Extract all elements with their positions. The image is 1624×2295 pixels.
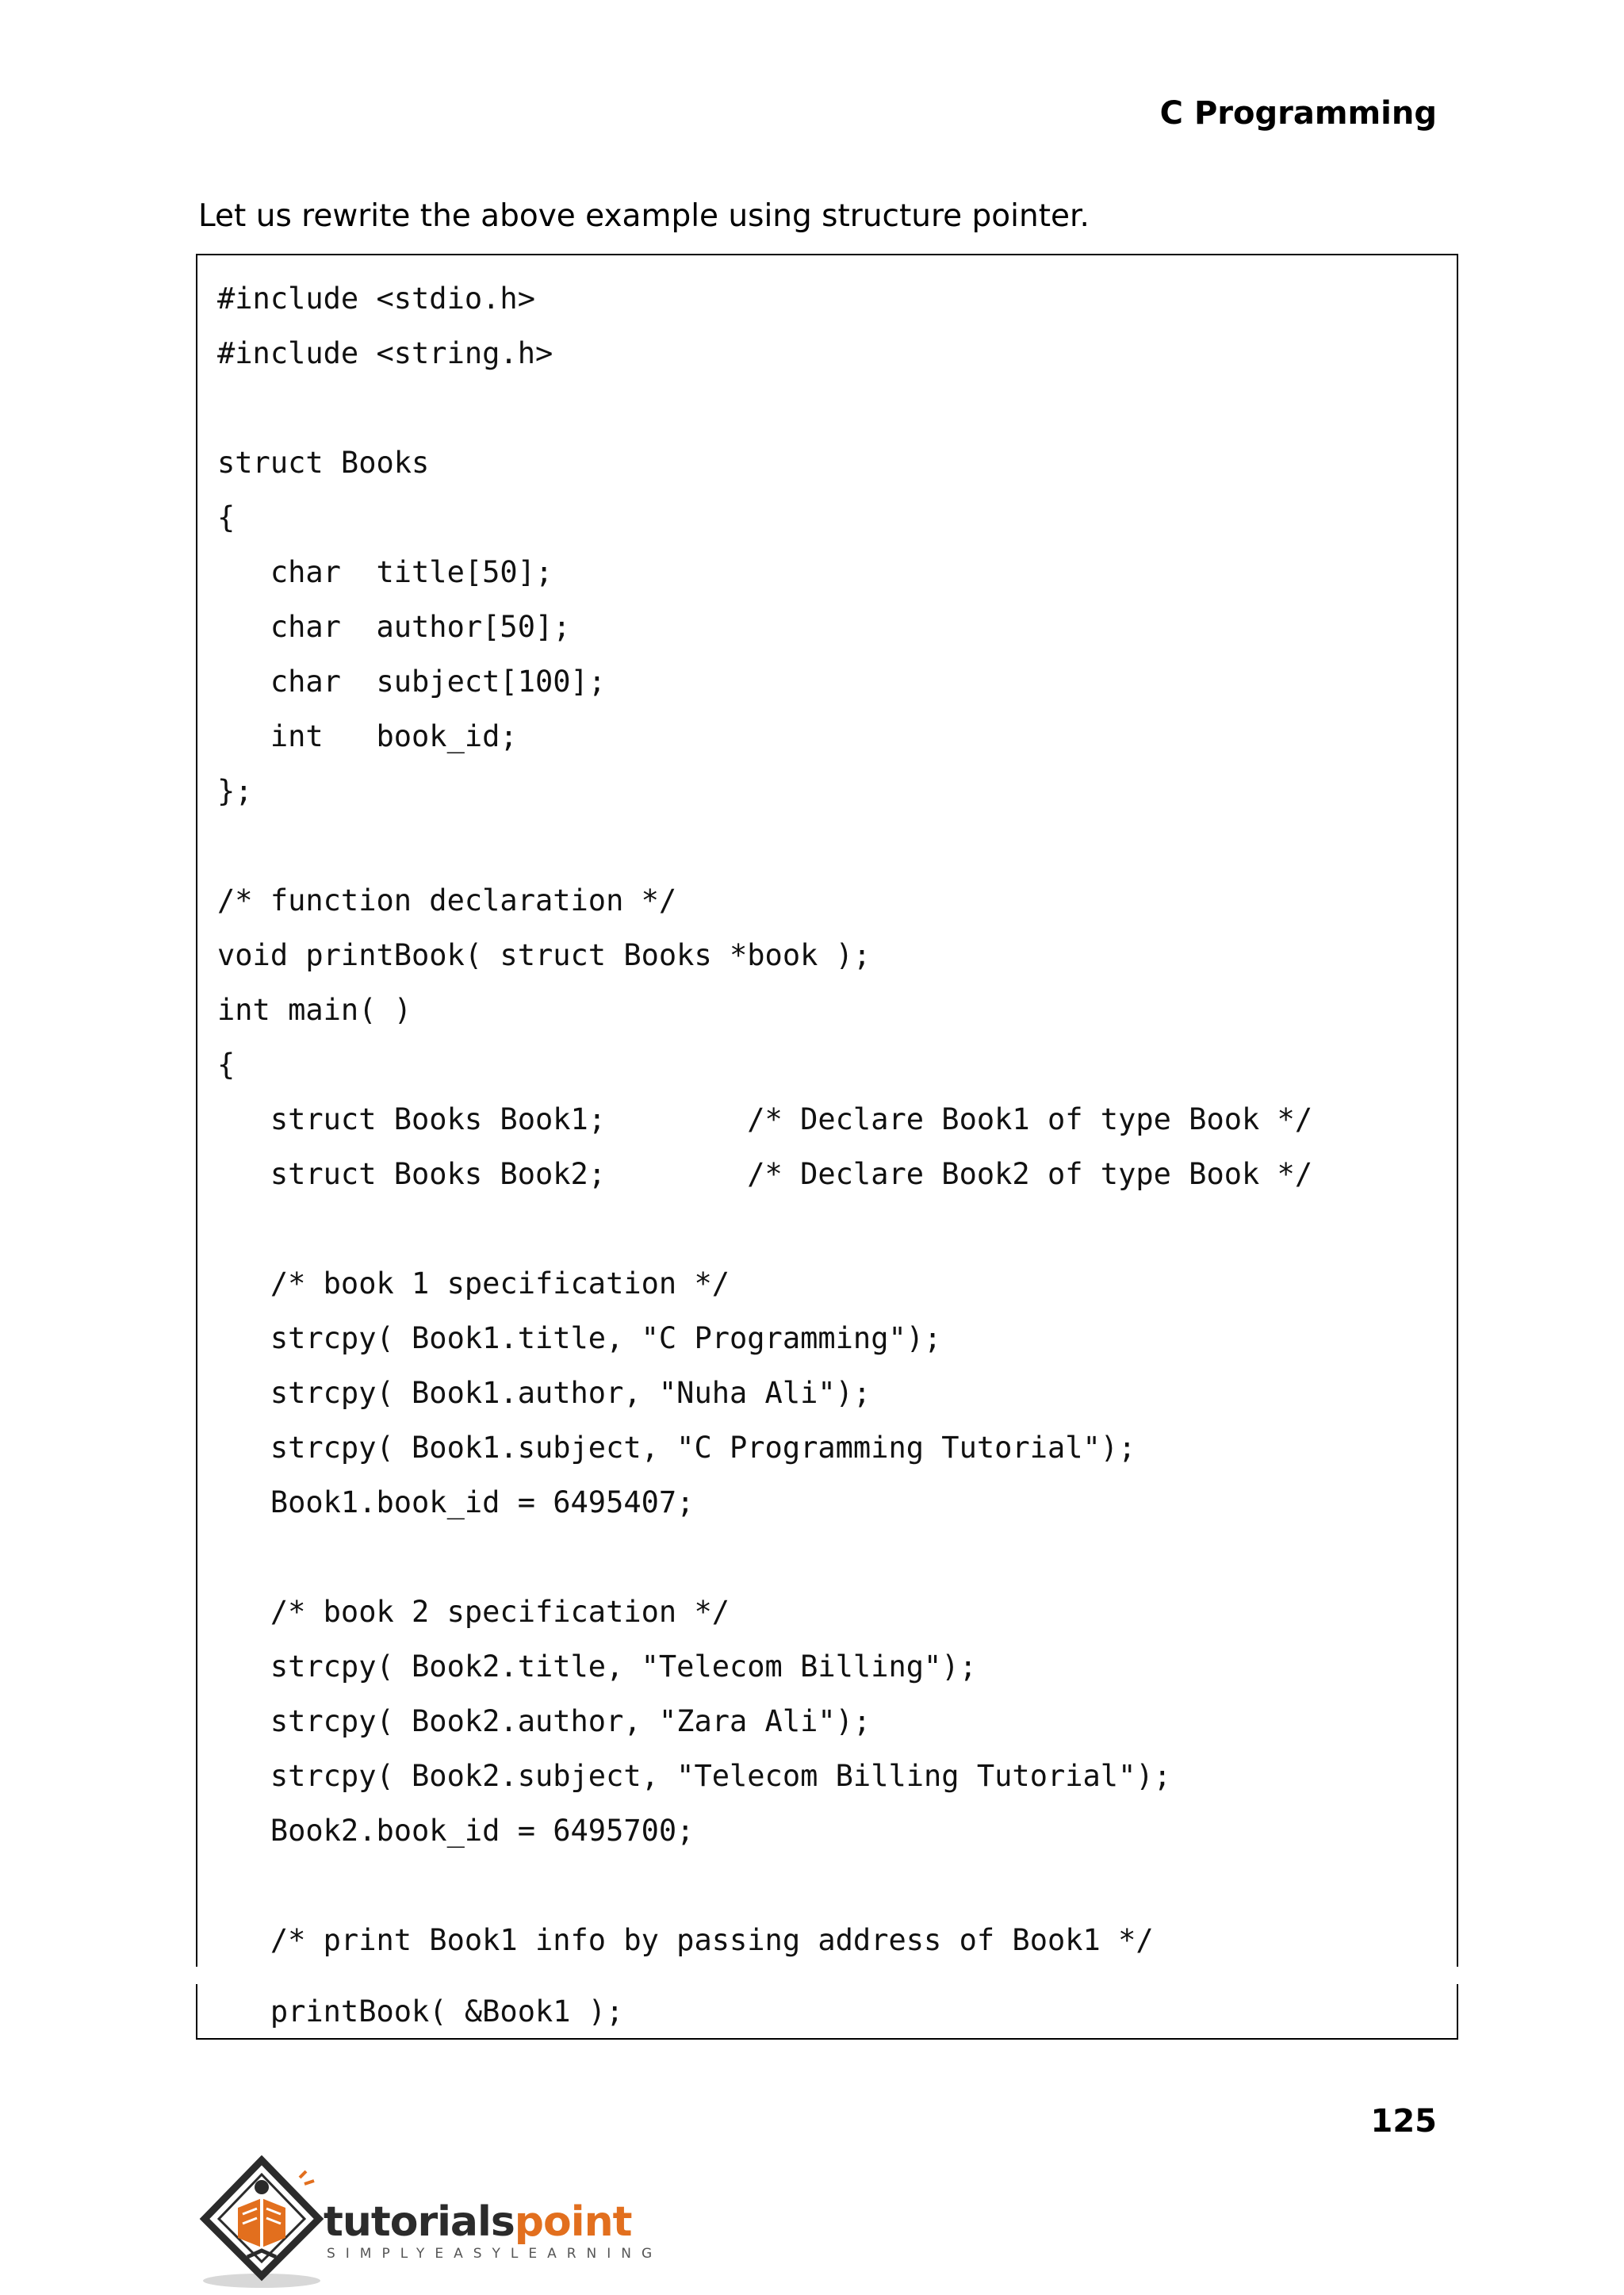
code-line: /* print Book1 info by passing address of Book1 */ — [217, 1923, 1154, 1957]
logo-tagline: SIMPLYEASYLEARNING — [327, 2246, 663, 2262]
code-line: strcpy( Book2.title, "Telecom Billing"); — [217, 1649, 977, 1684]
page-header-title: C Programming — [1159, 95, 1437, 132]
code-line — [217, 818, 1312, 873]
code-line: struct Books Book2; /* Declare Book2 of type Book */ — [217, 1157, 1313, 1191]
code-block — [196, 254, 1458, 1967]
code-line: char title[50]; — [217, 555, 553, 589]
logo-word-tutorials: tutorials — [324, 2198, 515, 2246]
code-line: strcpy( Book1.title, "C Programming"); — [217, 1321, 942, 1355]
code-line: strcpy( Book1.author, "Nuha Ali"); — [217, 1376, 871, 1410]
code-line: strcpy( Book2.author, "Zara Ali"); — [217, 1704, 871, 1738]
code-line: }; — [217, 774, 253, 808]
code-line: int book_id; — [217, 719, 518, 753]
code-line: printBook( &Book1 ); — [217, 1994, 624, 2029]
logo-wordmark — [324, 2198, 631, 2246]
code-line — [217, 1858, 1312, 1913]
code-line: /* book 1 specification */ — [217, 1266, 730, 1301]
code-line — [217, 1201, 1312, 1256]
tutorialspoint-diamond-logo-icon — [198, 2155, 325, 2290]
code-line: { — [217, 1048, 236, 1082]
code-line: { — [217, 500, 236, 534]
code-line: #include <string.h> — [217, 336, 553, 370]
code-block-continuation — [196, 1984, 1458, 2040]
tutorialspoint-logo — [198, 2155, 663, 2290]
code-listing — [217, 271, 1312, 1967]
code-line: Book2.book_id = 6495700; — [217, 1814, 695, 1848]
code-line: /* book 2 specification */ — [217, 1595, 730, 1629]
code-line: strcpy( Book1.subject, "C Programming Tutorial"); — [217, 1431, 1136, 1465]
code-line: char subject[100]; — [217, 665, 607, 699]
code-line: int main( ) — [217, 993, 412, 1027]
page-number: 125 — [1370, 2103, 1437, 2140]
code-line: /* function declaration */ — [217, 883, 677, 918]
code-line: #include <stdio.h> — [217, 282, 535, 316]
code-line: void printBook( struct Books *book ); — [217, 938, 871, 972]
code-listing-continuation — [217, 1984, 623, 2039]
code-line: struct Books Book1; /* Declare Book1 of type Book */ — [217, 1102, 1313, 1136]
code-line — [217, 1530, 1312, 1584]
code-line — [217, 381, 1312, 435]
code-line: strcpy( Book2.subject, "Telecom Billing Tutorial"); — [217, 1759, 1171, 1793]
code-line: struct Books — [217, 446, 430, 480]
logo-word-point: point — [514, 2198, 632, 2246]
code-line: Book1.book_id = 6495407; — [217, 1485, 695, 1519]
intro-paragraph: Let us rewrite the above example using structure pointer. — [198, 198, 1090, 234]
code-line: char author[50]; — [217, 610, 571, 644]
